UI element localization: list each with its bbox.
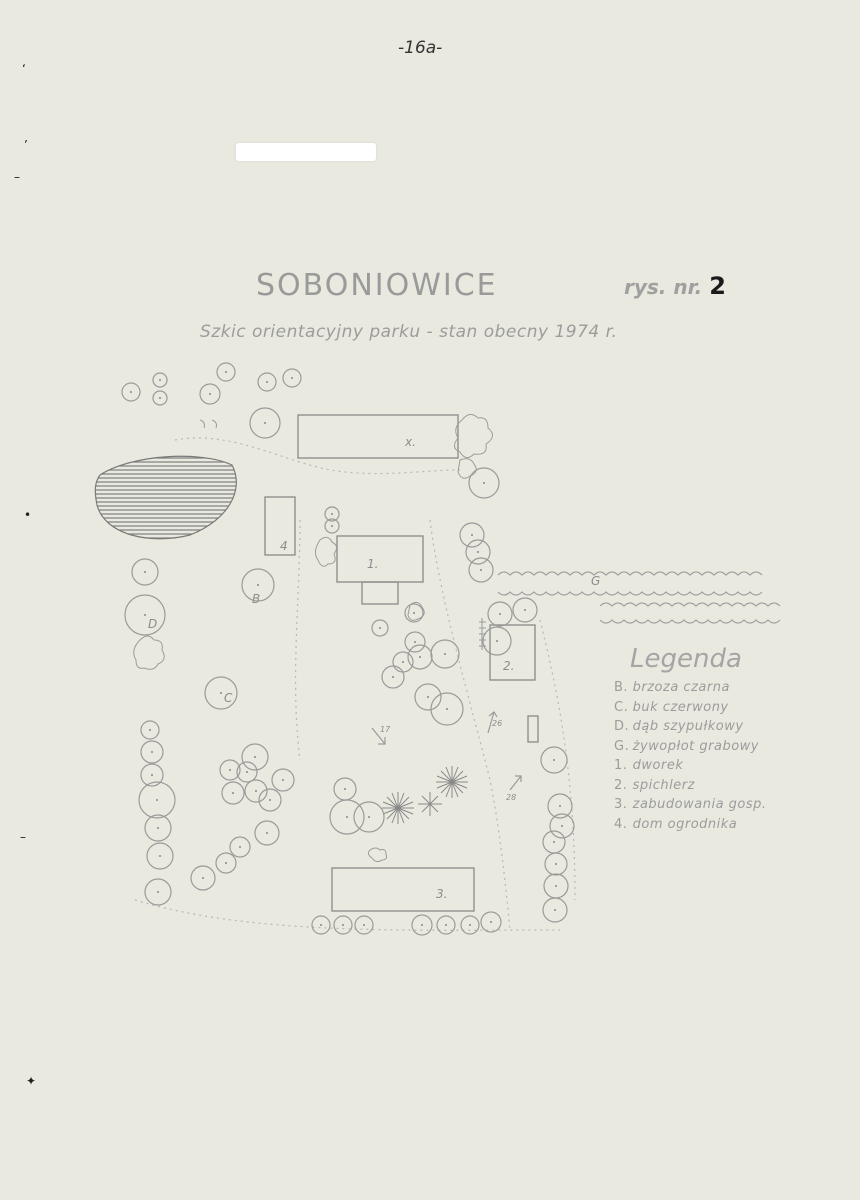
tree-center-dot xyxy=(419,656,421,658)
tree-center-dot xyxy=(282,779,284,781)
legend-key: 2. xyxy=(614,777,628,793)
path-south xyxy=(135,900,560,930)
tree-center-dot xyxy=(555,863,557,865)
legend-key: B. xyxy=(614,680,629,695)
tree-center-dot xyxy=(553,841,555,843)
tree-center-dot xyxy=(421,924,423,926)
legend-key: C. xyxy=(614,699,629,715)
tree-center-dot xyxy=(130,391,132,393)
page-number: -16a- xyxy=(398,38,443,58)
tree-center-dot xyxy=(229,769,231,771)
tree-center-dot xyxy=(144,614,146,616)
label-building-3: 3. xyxy=(436,887,448,901)
conifers xyxy=(382,766,468,824)
building-small xyxy=(528,716,538,742)
building-1 xyxy=(337,536,423,582)
legend-item xyxy=(614,680,767,700)
tree-center-dot xyxy=(471,534,473,536)
legend-text: brzoza czarna xyxy=(632,680,730,695)
legend-item xyxy=(614,700,767,720)
map-title: SOBONIOWICE xyxy=(256,268,498,303)
margin-mark: ‘ xyxy=(22,62,26,76)
tree-center-dot xyxy=(555,885,557,887)
tree-center-dot xyxy=(151,774,153,776)
tree-center-dot xyxy=(446,708,448,710)
legend-item xyxy=(614,719,767,739)
legend-item xyxy=(614,758,767,778)
tree-center-dot xyxy=(346,816,348,818)
tree-center-dot xyxy=(477,551,479,553)
tree-center-dot xyxy=(499,613,501,615)
tree-center-dot xyxy=(149,729,151,731)
tree-center-dot xyxy=(559,805,561,807)
label-building-x: x. xyxy=(405,435,416,449)
tree-center-dot xyxy=(266,832,268,834)
tree-center-dot xyxy=(264,422,266,424)
tree-center-dot xyxy=(561,825,563,827)
building-3 xyxy=(332,868,474,911)
legend-item xyxy=(614,778,767,798)
tree-center-dot xyxy=(254,756,256,758)
tree-center-dot xyxy=(225,862,227,864)
pond xyxy=(95,456,236,538)
tree-center-dot xyxy=(524,609,526,611)
tree-center-dot xyxy=(554,909,556,911)
tree-center-dot xyxy=(257,584,259,586)
legend-item xyxy=(614,817,767,837)
label-arrow-b: 26 xyxy=(492,719,503,728)
tree-center-dot xyxy=(157,827,159,829)
legend-key: 1. xyxy=(614,758,628,773)
tree-center-dot xyxy=(413,612,415,614)
margin-mark: – xyxy=(20,830,26,844)
building-x xyxy=(298,415,458,458)
label-arrow-c: 28 xyxy=(506,793,517,802)
building-1-annex xyxy=(362,582,398,604)
tree-center-dot xyxy=(157,891,159,893)
margin-mark: – xyxy=(14,170,20,184)
tree-center-dot xyxy=(246,771,248,773)
tree-center-dot xyxy=(480,569,482,571)
tree-center-dot xyxy=(266,381,268,383)
tree-center-dot xyxy=(490,921,492,923)
label-hedge-G: G xyxy=(591,574,601,588)
margin-mark: • xyxy=(24,508,32,522)
legend-list xyxy=(614,680,767,836)
figure-number-value: 2 xyxy=(709,272,726,300)
legend-title: Legenda xyxy=(630,644,742,674)
label-tree-D: D xyxy=(148,617,158,631)
arrow-c xyxy=(510,776,521,790)
path-east xyxy=(540,620,575,900)
margin-mark: ✦ xyxy=(26,1074,37,1088)
tree-center-dot xyxy=(225,371,227,373)
tree-center-dot xyxy=(445,924,447,926)
label-tree-B: B xyxy=(252,592,261,606)
tree-center-dot xyxy=(159,379,161,381)
label-building-4: 4 xyxy=(280,539,288,553)
tree-center-dot xyxy=(320,924,322,926)
tree-center-dot xyxy=(368,816,370,818)
label-building-1: 1. xyxy=(367,557,379,571)
legend-item xyxy=(614,797,767,817)
tree-center-dot xyxy=(232,792,234,794)
tree-center-dot xyxy=(342,924,344,926)
legend-text: dworek xyxy=(632,758,684,773)
tree-center-dot xyxy=(414,641,416,643)
legend-text: dom ogrodnika xyxy=(632,816,738,832)
margin-mark: ’ xyxy=(24,138,28,152)
tree-center-dot xyxy=(444,653,446,655)
tree-center-dot xyxy=(363,924,365,926)
tree-center-dot xyxy=(392,676,394,678)
tree-center-dot xyxy=(209,393,211,395)
tree-center-dot xyxy=(159,397,161,399)
tree-center-dot xyxy=(402,661,404,663)
trees xyxy=(122,363,574,935)
legend-item xyxy=(614,739,767,759)
legend-key: G. xyxy=(614,738,630,754)
tree-center-dot xyxy=(202,877,204,879)
tree-center-dot xyxy=(469,924,471,926)
label-building-2: 2. xyxy=(503,659,515,673)
tree-center-dot xyxy=(379,627,381,629)
tree-center-dot xyxy=(496,640,498,642)
legend-text: zabudowania gosp. xyxy=(632,797,767,812)
tree-center-dot xyxy=(151,751,153,753)
figure-prefix: rys. nr. xyxy=(624,275,703,299)
tree-center-dot xyxy=(156,799,158,801)
tree-center-dot xyxy=(291,377,293,379)
tree-center-dot xyxy=(331,513,333,515)
tree-center-dot xyxy=(239,846,241,848)
tree-center-dot xyxy=(159,855,161,857)
legend-key: 3. xyxy=(614,797,628,812)
legend-key: 4. xyxy=(614,816,628,832)
tree-center-dot xyxy=(483,482,485,484)
tree-center-dot xyxy=(144,571,146,573)
label-arrow-a: 17 xyxy=(380,725,391,734)
tree-center-dot xyxy=(220,692,222,694)
legend-text: dąb szypułkowy xyxy=(632,719,744,734)
legend-text: buk czerwony xyxy=(632,699,729,715)
tree-center-dot xyxy=(255,790,257,792)
legend-text: żywopłot grabowy xyxy=(632,738,760,754)
tree-center-dot xyxy=(427,696,429,698)
legend-text: spichlerz xyxy=(632,777,695,793)
map-subtitle: Szkic orientacyjny parku - stan obecny 1974 r. xyxy=(200,322,618,342)
hedge-G xyxy=(498,572,780,623)
legend-key: D. xyxy=(614,719,630,734)
tree-center-dot xyxy=(331,525,333,527)
tree-center-dot xyxy=(269,799,271,801)
tree-center-dot xyxy=(553,759,555,761)
path-west xyxy=(296,520,300,760)
tree-center-dot xyxy=(344,788,346,790)
label-tree-C: C xyxy=(224,691,233,705)
